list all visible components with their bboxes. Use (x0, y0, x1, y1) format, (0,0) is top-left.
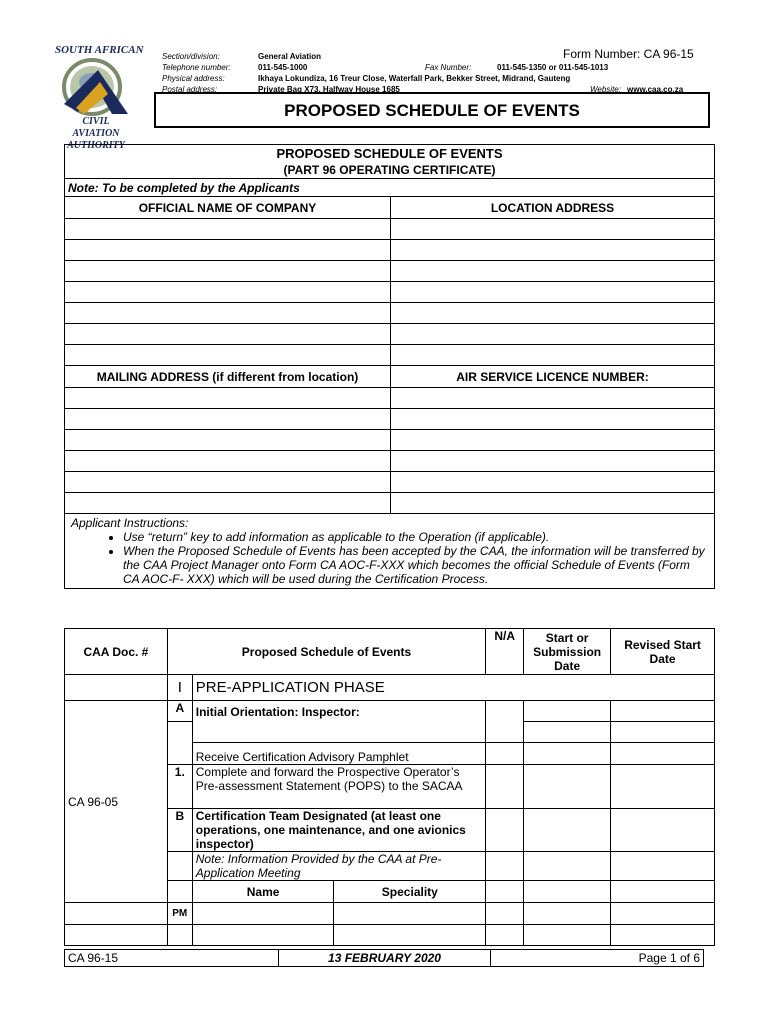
website-link[interactable]: www.caa.co.za (627, 85, 684, 94)
col-revised-date: Revised Start Date (611, 629, 715, 675)
start-date-cell[interactable] (524, 881, 611, 903)
applicant-info-table (64, 144, 715, 589)
na-cell[interactable] (486, 903, 524, 925)
footer-form-code: CA 96-15 (65, 950, 279, 967)
revised-date-cell[interactable] (611, 809, 715, 852)
page-title: PROPOSED SCHEDULE OF EVENTS (154, 92, 710, 128)
phase-title: PRE-APPLICATION PHASE (192, 675, 714, 701)
postal-value: Private Bag X73, Halfway House 1685 (258, 85, 400, 94)
footer-page-number: Page 1 of 6 (491, 950, 704, 967)
licence-number-field[interactable] (391, 493, 715, 514)
item-1-label: 1. (167, 765, 192, 809)
company-name-field[interactable] (65, 282, 391, 303)
revised-date-cell[interactable] (611, 852, 715, 881)
start-date-cell[interactable] (524, 765, 611, 809)
location-address-field[interactable] (391, 324, 715, 345)
phone-value: 011-545-1000 (258, 63, 308, 72)
form-number: Form Number: CA 96-15 (563, 47, 694, 61)
fax-label: Fax Number: (425, 63, 472, 72)
footer-date: 13 FEBRUARY 2020 (279, 950, 491, 967)
header-label-section: Section/division: (162, 52, 220, 61)
caa-logo-icon (58, 56, 132, 118)
col-mailing-address: MAILING ADDRESS (if different from location) (65, 366, 391, 388)
licence-number-field[interactable] (391, 409, 715, 430)
company-name-field[interactable] (65, 324, 391, 345)
location-address-field[interactable] (391, 261, 715, 282)
start-date-cell[interactable] (524, 743, 611, 765)
header-label-phone: Telephone number: (162, 63, 231, 72)
revised-date-cell[interactable] (611, 765, 715, 809)
logo-bottom-text: CIVIL AVIATION AUTHORITY (67, 116, 125, 151)
schedule-table (64, 628, 715, 946)
instruction-item: • Use “return” key to add information as applicable to the Operation (if applicable). (123, 530, 708, 544)
start-date-cell[interactable] (524, 701, 611, 722)
location-address-field[interactable] (391, 282, 715, 303)
mailing-address-field[interactable] (65, 451, 391, 472)
revised-date-cell[interactable] (611, 925, 715, 946)
header-label-postal: Postal address: (162, 85, 218, 94)
na-cell[interactable] (486, 881, 524, 903)
section1-subtitle: (PART 96 OPERATING CERTIFICATE) (65, 163, 715, 179)
item-b-label: B (167, 809, 192, 852)
header-label-physical: Physical address: (162, 74, 225, 83)
instruction-item: • When the Proposed Schedule of Events has been accepted by the CAA, the information will be transferred by the CAA Project Manager onto Form CA AOC-F-XXX which becomes the official Schedule of Events (Form CA AOC-F- XXX) which will be used during the Certification Process. (123, 544, 708, 586)
doc-reference: CA 96-05 (65, 701, 168, 903)
col-licence-number: AIR SERVICE LICENCE NUMBER: (391, 366, 715, 388)
location-address-field[interactable] (391, 240, 715, 261)
item-1-text: Complete and forward the Prospective Operator’s Pre-assessment Statement (POPS) to the SACAA (192, 765, 485, 809)
mailing-address-field[interactable] (65, 430, 391, 451)
col-location-address: LOCATION ADDRESS (391, 197, 715, 219)
na-cell[interactable] (486, 925, 524, 946)
revised-date-cell[interactable] (611, 701, 715, 722)
revised-date-cell[interactable] (611, 881, 715, 903)
physical-value: Ikhaya Lokundiza, 16 Treur Close, Waterfall Park, Bekker Street, Midrand, Gauteng (258, 74, 571, 83)
licence-number-field[interactable] (391, 388, 715, 409)
website-label: Website: (590, 85, 621, 94)
mailing-address-field[interactable] (65, 493, 391, 514)
start-date-cell[interactable] (524, 722, 611, 743)
mailing-address-field[interactable] (65, 472, 391, 493)
na-cell[interactable] (486, 809, 524, 852)
col-proposed-events: Proposed Schedule of Events (167, 629, 485, 675)
instructions-title: Applicant Instructions: (71, 516, 189, 530)
start-date-cell[interactable] (524, 852, 611, 881)
pm-name-field[interactable] (192, 903, 334, 925)
start-date-cell[interactable] (524, 809, 611, 852)
company-name-field[interactable] (65, 240, 391, 261)
col-company-name: OFFICIAL NAME OF COMPANY (65, 197, 391, 219)
note-text: Note: Information Provided by the CAA at Pre-Application Meeting (192, 852, 485, 881)
revised-date-cell[interactable] (611, 722, 715, 743)
mailing-address-field[interactable] (65, 409, 391, 430)
col-name: Name (192, 881, 334, 903)
team-speciality-field[interactable] (334, 925, 486, 946)
col-start-date: Start or Submission Date (524, 629, 611, 675)
col-na: N/A (486, 629, 524, 675)
na-cell[interactable] (486, 765, 524, 809)
na-cell[interactable] (486, 743, 524, 765)
item-a-label: A (167, 701, 192, 722)
section1-note: Note: To be completed by the Applicants (65, 179, 715, 197)
start-date-cell[interactable] (524, 925, 611, 946)
revised-date-cell[interactable] (611, 903, 715, 925)
company-name-field[interactable] (65, 261, 391, 282)
company-name-field[interactable] (65, 303, 391, 324)
col-speciality: Speciality (334, 881, 486, 903)
mailing-address-field[interactable] (65, 388, 391, 409)
phase-number: I (167, 675, 192, 701)
company-name-field[interactable] (65, 345, 391, 366)
licence-number-field[interactable] (391, 472, 715, 493)
section-value: General Aviation (258, 52, 321, 61)
location-address-field[interactable] (391, 303, 715, 324)
logo-top-text: SOUTH AFRICAN (55, 44, 144, 56)
start-date-cell[interactable] (524, 903, 611, 925)
page-footer (64, 949, 704, 967)
section1-title: PROPOSED SCHEDULE OF EVENTS (65, 145, 715, 163)
team-name-field[interactable] (192, 925, 334, 946)
pm-speciality-field[interactable] (334, 903, 486, 925)
licence-number-field[interactable] (391, 430, 715, 451)
location-address-field[interactable] (391, 219, 715, 240)
receive-pamphlet-text: Receive Certification Advisory Pamphlet (192, 743, 485, 765)
pm-label: PM (167, 903, 192, 925)
company-name-field[interactable] (65, 219, 391, 240)
applicant-instructions (65, 514, 715, 589)
revised-date-cell[interactable] (611, 743, 715, 765)
location-address-field[interactable] (391, 345, 715, 366)
fax-value: 011-545-1350 or 011-545-1013 (497, 63, 609, 72)
col-doc-number: CAA Doc. # (65, 629, 168, 675)
item-a-text: Initial Orientation: Inspector: (192, 701, 485, 743)
na-cell[interactable] (486, 701, 524, 743)
licence-number-field[interactable] (391, 451, 715, 472)
item-b-text: Certification Team Designated (at least one operations, one maintenance, and one avionics inspector) (192, 809, 485, 852)
na-cell[interactable] (486, 852, 524, 881)
